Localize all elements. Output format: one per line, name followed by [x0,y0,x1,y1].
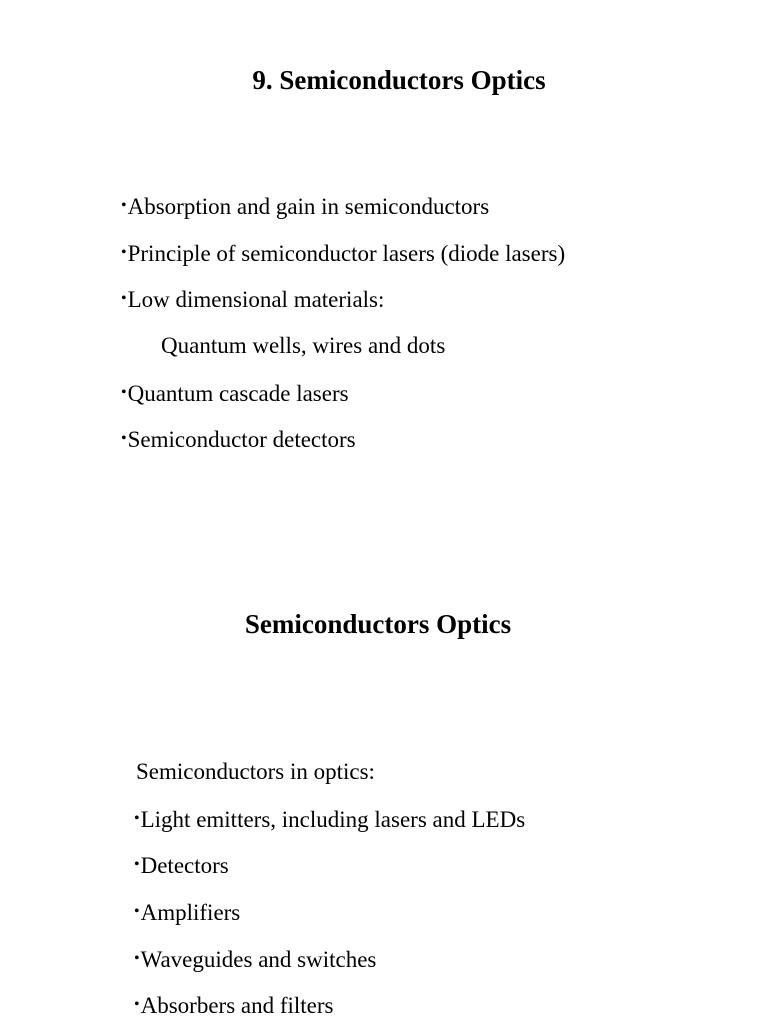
bullet-marker: • [121,290,127,308]
bullet-marker: • [121,383,127,401]
list-item-text: Light emitters, including lasers and LEDs [140,806,526,832]
slide-2-topic-list [134,756,525,1024]
list-item-text: Quantum wells, wires and dots [161,333,446,359]
list-item [121,377,565,424]
list-item [134,943,525,990]
list-item-text: Semiconductors in optics: [136,759,375,784]
bullet-marker: • [134,996,140,1014]
list-intro [134,756,525,803]
bullet-marker: • [121,243,127,261]
list-item [134,989,525,1024]
list-item-text: Detectors [140,853,229,879]
list-item-text: Low dimensional materials: [127,287,385,313]
list-item-sub [121,330,565,377]
list-item-text: Waveguides and switches [140,946,377,972]
list-item [121,190,565,237]
list-item [134,803,525,850]
bullet-marker: • [134,949,140,967]
slide-1-topic-list [121,190,565,470]
bullet-marker: • [121,430,127,448]
list-item-text: Absorption and gain in semiconductors [127,194,490,219]
list-item [121,283,565,330]
slide-2-title: Semiconductors Optics [244,609,512,639]
slide-2 [0,512,768,1024]
bullet-marker: • [121,197,127,214]
bullet-marker: • [134,903,140,921]
list-item [134,896,525,943]
list-item-text: Principle of semiconductor lasers (diode lasers) [127,240,566,266]
list-item-text: Quantum cascade lasers [127,380,349,406]
list-item-text: Absorbers and filters [140,993,334,1019]
list-item-text: Amplifiers [140,900,241,926]
slide-1-title: 9. Semiconductors Optics [252,65,546,95]
list-item [121,237,565,284]
list-item [121,423,565,470]
list-item [134,849,525,896]
bullet-marker: • [134,856,140,874]
list-item-text: Semiconductor detectors [127,427,356,453]
bullet-marker: • [134,809,140,827]
